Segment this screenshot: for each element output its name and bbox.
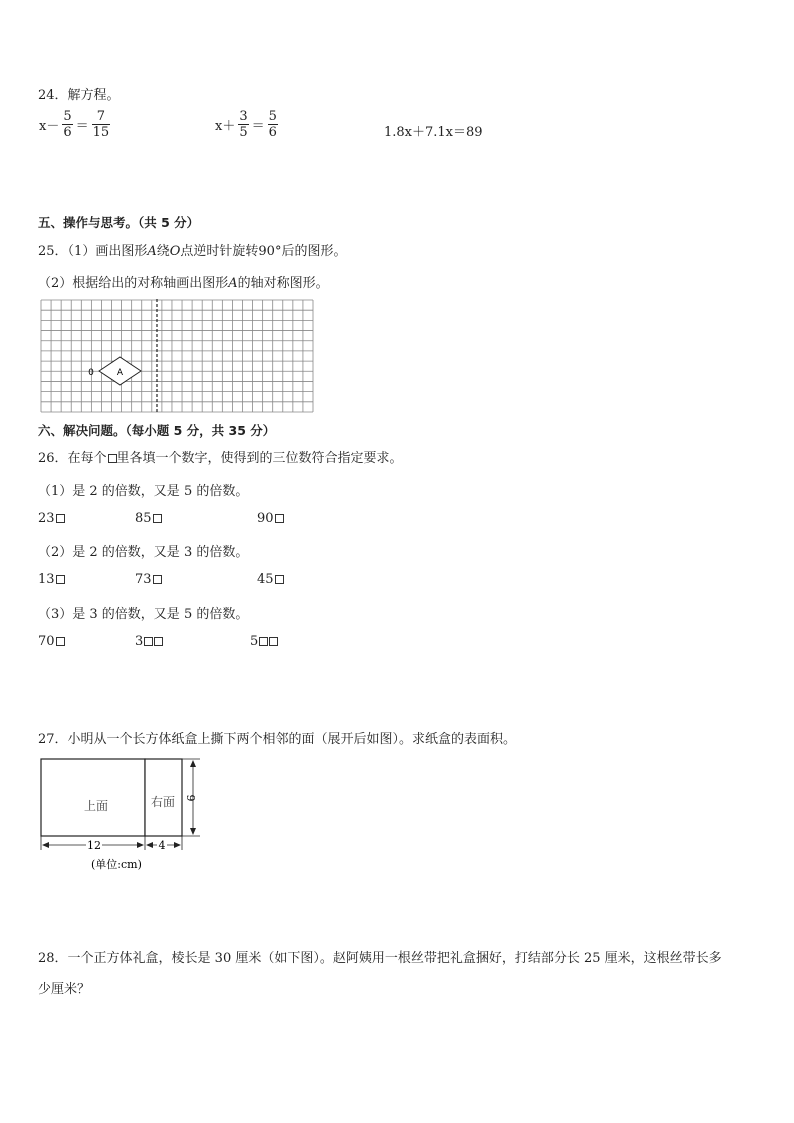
q26-row1-c: 90 [257,511,284,526]
equation-3: 1.8x＋7.1x＝89 [384,125,483,140]
eq2-lhs: x＋ [215,119,236,134]
blank-box-icon [153,575,162,584]
fraction-3-5: $\frac{3}{5}$ [239,109,248,140]
width1-label: 12 [87,839,101,852]
width2-label: 4 [158,839,166,852]
q26-row3-a: 70 [38,634,65,649]
q26-row1-a: 23 [38,511,65,526]
q26-sub3: （3）是 3 的倍数，又是 5 的倍数。 [38,607,249,622]
blank-box-icon [154,637,163,646]
q26-row2-c: 45 [257,572,284,587]
fraction-7-15: $\frac{7}{15}$ [92,109,110,140]
net-diagram [36,754,212,876]
q28-line1: 28．一个正方体礼盒，棱长是 30 厘米（如下图）。赵阿姨用一根丝带把礼盒捆好，打结部分长 25 厘米，这根丝带长多 [38,951,722,966]
eq2-equals: ＝ [251,119,265,134]
eq1-lhs: x－ [39,119,60,134]
q26-row2-a: 13 [38,572,65,587]
height-label: 9 [184,794,197,802]
fraction-5-6b: $\frac{5}{6}$ [268,109,277,140]
blank-box-icon [108,454,117,463]
q26-sub1: （1）是 2 的倍数，又是 5 的倍数。 [38,484,249,499]
equation-2 [214,109,280,140]
unit-label: (单位:cm) [91,858,142,871]
blank-box-icon [56,514,65,523]
q25-part2: （2）根据给出的对称轴画出图形A的轴对称图形。 [38,276,329,291]
blank-box-icon [259,637,268,646]
blank-box-icon [56,637,65,646]
q26-row3-c: 5 [250,634,278,649]
eq1-equals: ＝ [75,119,89,134]
q25-part1: 25．（1）画出图形A绕O点逆时针旋转90°后的图形。 [38,244,347,259]
right-face-label: 右面 [150,795,176,809]
top-face-rect [41,759,145,836]
fraction-5-6: $\frac{5}{6}$ [63,109,72,140]
blank-box-icon [56,575,65,584]
blank-box-icon [144,637,153,646]
q24-title: 24．解方程。 [38,88,120,103]
section-5-title: 五、操作与思考。（共 5 分） [38,215,200,230]
point-o-label: 0 [88,368,94,378]
grid-figure [40,299,314,413]
q26-row1-b: 85 [135,511,162,526]
blank-box-icon [153,514,162,523]
q26-sub2: （2）是 2 的倍数，又是 3 的倍数。 [38,545,249,560]
blank-box-icon [269,637,278,646]
q26-row2-b: 73 [135,572,162,587]
equation-1 [38,109,112,140]
section-6-title: 六、解决问题。（每小题 5 分，共 35 分） [38,423,276,438]
q26-title: 26．在每个 里各填一个数字，使得到的三位数符合指定要求。 [38,451,403,466]
q26-row3-b: 3 [135,634,163,649]
shape-a-label: A [116,368,124,378]
q28-line2: 少厘米？ [38,982,91,997]
top-face-label: 上面 [83,799,109,813]
q27-title: 27．小明从一个长方体纸盒上撕下两个相邻的面（展开后如图）。求纸盒的表面积。 [38,732,517,747]
blank-box-icon [275,575,284,584]
blank-box-icon [275,514,284,523]
